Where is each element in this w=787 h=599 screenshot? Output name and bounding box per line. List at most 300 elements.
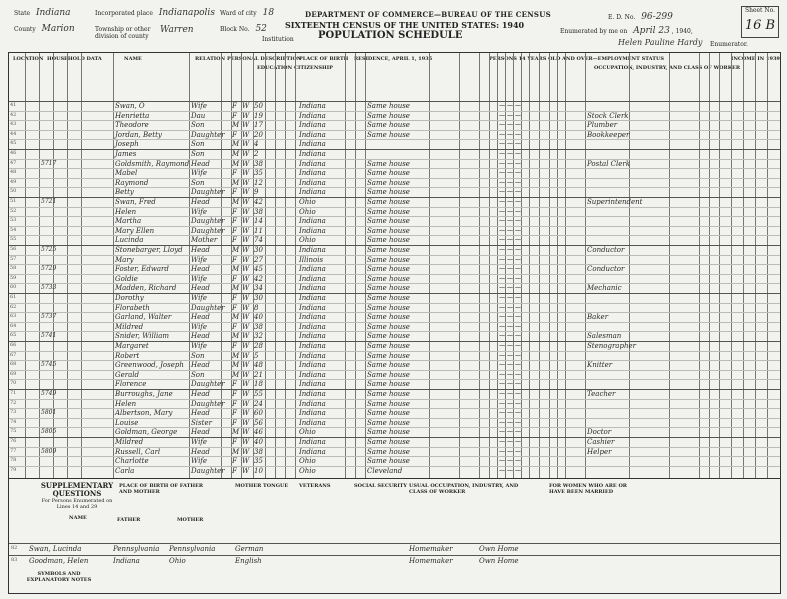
cell-name: Russell, Carl xyxy=(115,447,161,456)
state-field xyxy=(14,10,71,17)
status-mark: — xyxy=(499,255,505,263)
cell-residence: Same house xyxy=(367,294,410,302)
status-mark: — xyxy=(499,332,505,340)
cell-line: 71 xyxy=(10,390,17,396)
cell-residence: Same house xyxy=(367,380,410,389)
sup-cell-tongue: German xyxy=(235,545,264,553)
cell-line: 53 xyxy=(10,217,17,224)
cell-occupation: Bookkeeper xyxy=(587,130,630,139)
grid-column-line xyxy=(345,53,346,478)
cell-residence: Cleveland xyxy=(367,466,403,475)
cell-line: 75 xyxy=(10,428,17,435)
cell-birth: Indiana xyxy=(299,399,326,408)
status-mark: — xyxy=(507,207,513,215)
cell-line: 56 xyxy=(10,246,17,252)
cell-relation: Head xyxy=(191,313,210,322)
status-mark: — xyxy=(507,466,513,474)
cell-sex: F xyxy=(232,322,237,331)
cell-birth: Indiana xyxy=(299,313,326,322)
cell-name: Betty xyxy=(115,188,134,197)
status-mark: — xyxy=(499,409,505,417)
cell-relation: Sister xyxy=(191,418,212,427)
col-birth: PLACE OF BIRTH xyxy=(299,56,349,62)
cell-sex: F xyxy=(232,438,237,446)
cell-age: 74 xyxy=(254,236,263,245)
cell-relation: Daughter xyxy=(191,399,225,408)
cell-age: 30 xyxy=(254,294,263,302)
cell-house: 5749 xyxy=(41,390,57,397)
sup-row-line xyxy=(9,555,780,556)
status-mark: — xyxy=(499,217,505,225)
cell-birth: Indiana xyxy=(299,380,326,389)
status-mark: — xyxy=(499,370,505,378)
status-mark: — xyxy=(499,130,505,138)
grid-column-line xyxy=(355,53,356,478)
cell-residence: Same house xyxy=(367,428,410,437)
status-mark: — xyxy=(507,457,513,465)
status-mark: — xyxy=(507,130,513,138)
cell-sex: F xyxy=(232,342,237,350)
cell-age: 48 xyxy=(254,361,263,370)
cell-race: W xyxy=(242,284,250,293)
status-mark: — xyxy=(499,457,505,465)
cell-sex: M xyxy=(232,313,240,322)
status-mark: — xyxy=(515,428,521,436)
cell-residence: Same house xyxy=(367,409,410,418)
cell-sex: F xyxy=(232,274,237,283)
cell-birth: Indiana xyxy=(299,351,326,360)
col-education: EDUCATION xyxy=(257,65,293,71)
cell-line: 64 xyxy=(10,322,17,329)
cell-birth: Ohio xyxy=(299,428,316,437)
cell-residence: Same house xyxy=(367,255,410,264)
cell-age: 20 xyxy=(254,130,263,139)
cell-line: 63 xyxy=(10,313,17,320)
status-mark: — xyxy=(499,428,505,436)
cell-age: 40 xyxy=(254,438,263,446)
cell-occupation: Helper xyxy=(587,447,612,456)
cell-residence: Same house xyxy=(367,130,410,139)
cell-age: 14 xyxy=(254,217,263,226)
cell-birth: Indiana xyxy=(299,121,326,130)
col-citizenship: CITIZENSHIP xyxy=(294,65,333,71)
grid-column-line xyxy=(67,53,68,478)
cell-name: Florence xyxy=(115,380,147,389)
cell-age: 8 xyxy=(254,303,259,312)
township-label: Township or other division of county xyxy=(95,26,151,40)
cell-relation: Head xyxy=(191,447,210,456)
status-mark: — xyxy=(499,438,505,445)
cell-name: Charlotte xyxy=(115,457,149,466)
status-mark: — xyxy=(507,198,513,205)
cell-name: Stonebarger, Lloyd xyxy=(115,246,183,254)
cell-name: Helen xyxy=(115,207,137,216)
enumerated-label: Enumerated by me on xyxy=(560,28,628,35)
cell-sex: M xyxy=(232,121,240,130)
cell-line: 70 xyxy=(10,380,17,387)
status-mark: — xyxy=(515,178,521,186)
cell-occupation: Conductor xyxy=(587,265,625,274)
institution-label: Institution xyxy=(262,36,294,43)
grid-column-line xyxy=(113,53,114,478)
status-mark: — xyxy=(507,447,513,455)
status-mark: — xyxy=(515,294,521,301)
cell-residence: Same house xyxy=(367,284,410,293)
cell-relation: Head xyxy=(191,409,210,418)
cell-birth: Indiana xyxy=(299,303,326,312)
cell-relation: Mother xyxy=(191,236,218,245)
cell-relation: Head xyxy=(191,332,210,341)
status-mark: — xyxy=(507,236,513,244)
status-mark: — xyxy=(507,322,513,330)
grid-column-line xyxy=(565,53,566,478)
cell-birth: Indiana xyxy=(299,332,326,341)
status-mark: — xyxy=(507,265,513,273)
cell-race: W xyxy=(242,313,250,322)
cell-relation: Daughter xyxy=(191,188,225,197)
cell-birth: Ohio xyxy=(299,198,316,206)
census-grid xyxy=(8,52,781,479)
cell-age: 40 xyxy=(254,313,263,322)
sheet-value: 16 B xyxy=(744,18,776,33)
cell-birth: Indiana xyxy=(299,438,326,446)
cell-race: W xyxy=(242,390,250,398)
cell-name: Mildred xyxy=(115,322,144,331)
cell-residence: Same house xyxy=(367,322,410,331)
grid-column-line xyxy=(81,53,82,478)
cell-race: W xyxy=(242,111,250,120)
sup-footer-label: SYMBOLS AND EXPLANATORY NOTES xyxy=(26,571,92,583)
sup-row-line xyxy=(9,543,780,544)
cell-race: W xyxy=(242,102,250,110)
status-mark: — xyxy=(507,178,513,186)
census-title: SIXTEENTH CENSUS OF THE UNITED STATES: 1940 xyxy=(285,20,525,30)
cell-birth: Indiana xyxy=(299,188,326,197)
cell-sex: M xyxy=(232,332,240,341)
status-mark: — xyxy=(507,102,513,109)
cell-relation: Daughter xyxy=(191,466,225,475)
status-mark: — xyxy=(499,390,505,397)
status-mark: — xyxy=(515,351,521,359)
status-mark: — xyxy=(515,361,521,369)
cell-line: 77 xyxy=(10,447,17,454)
sup-col-name: NAME xyxy=(69,515,87,521)
cell-name: Robert xyxy=(115,351,140,360)
block-label: Block No. xyxy=(220,26,250,33)
cell-race: W xyxy=(242,130,250,139)
cell-line: 65 xyxy=(10,332,17,339)
sup-cell-father: Indiana xyxy=(113,557,140,565)
status-mark: — xyxy=(515,111,521,119)
cell-age: 60 xyxy=(254,409,263,418)
cell-sex: F xyxy=(232,294,237,302)
status-mark: — xyxy=(515,409,521,417)
cell-relation: Wife xyxy=(191,102,208,110)
status-mark: — xyxy=(499,236,505,244)
cell-residence: Same house xyxy=(367,351,410,360)
cell-sex: F xyxy=(232,130,237,139)
cell-relation: Daughter xyxy=(191,130,225,139)
status-mark: — xyxy=(515,274,521,282)
cell-race: W xyxy=(242,332,250,341)
cell-sex: F xyxy=(232,303,237,312)
cell-age: 56 xyxy=(254,418,263,427)
cell-occupation: Knitter xyxy=(587,361,613,370)
grid-column-line xyxy=(755,53,756,478)
status-mark: — xyxy=(507,332,513,340)
sheet-number-box xyxy=(741,6,779,38)
year-suffix: , 1940, xyxy=(671,28,693,35)
cell-line: 51 xyxy=(10,198,17,204)
cell-age: 35 xyxy=(254,457,263,466)
cell-age: 28 xyxy=(254,342,263,350)
cell-line: 44 xyxy=(10,130,17,137)
grid-column-line xyxy=(513,53,514,478)
status-mark: — xyxy=(499,361,505,369)
cell-residence: Same house xyxy=(367,303,410,312)
status-mark: — xyxy=(515,466,521,474)
sup-col-birthplace: PLACE OF BIRTH OF FATHER AND MOTHER xyxy=(119,483,204,495)
supplementary-subtitle: For Persons Enumerated on Lines 14 and 29 xyxy=(41,498,113,510)
cell-relation: Head xyxy=(191,198,210,206)
ed-field xyxy=(608,14,673,21)
cell-birth: Ohio xyxy=(299,236,316,245)
cell-birth: Indiana xyxy=(299,226,326,235)
cell-name: Burroughs, Jane xyxy=(115,390,173,398)
cell-sex: F xyxy=(232,399,237,408)
cell-relation: Head xyxy=(191,159,210,168)
cell-age: 50 xyxy=(254,102,263,110)
grid-column-line xyxy=(479,53,480,478)
cell-age: 45 xyxy=(254,265,263,274)
cell-birth: Indiana xyxy=(299,130,326,139)
cell-name: Mabel xyxy=(115,169,138,178)
grid-column-line xyxy=(529,53,530,478)
cell-relation: Son xyxy=(191,121,205,130)
cell-birth: Indiana xyxy=(299,102,326,110)
cell-relation: Wife xyxy=(191,294,208,302)
sup-cell-occupation: Homemaker xyxy=(409,545,453,553)
status-mark: — xyxy=(499,150,505,157)
sup-cell-father: Pennsylvania xyxy=(113,545,160,553)
cell-residence: Same house xyxy=(367,438,410,446)
cell-age: 38 xyxy=(254,447,263,456)
cell-birth: Indiana xyxy=(299,418,326,427)
supplementary-section xyxy=(8,478,781,594)
cell-line: 76 xyxy=(10,438,17,444)
status-mark: — xyxy=(499,102,505,109)
cell-race: W xyxy=(242,303,250,312)
township-value: Warren xyxy=(160,25,194,35)
county-label: County xyxy=(14,26,36,33)
place-value: Indianapolis xyxy=(158,8,215,18)
cell-sex: M xyxy=(232,351,240,360)
cell-race: W xyxy=(242,198,250,206)
sup-cell-mother: Pennsylvania xyxy=(169,545,216,553)
cell-race: W xyxy=(242,188,250,197)
status-mark: — xyxy=(507,399,513,407)
cell-age: 18 xyxy=(254,380,263,389)
status-mark: — xyxy=(499,198,505,205)
status-mark: — xyxy=(499,140,505,148)
cell-sex: F xyxy=(232,457,237,466)
cell-residence: Same house xyxy=(367,169,410,178)
cell-birth: Ohio xyxy=(299,457,316,466)
status-mark: — xyxy=(507,274,513,282)
cell-name: Madden, Richard xyxy=(115,284,177,293)
cell-race: W xyxy=(242,294,250,302)
cell-name: Jordan, Betty xyxy=(115,130,162,139)
cell-race: W xyxy=(242,265,250,274)
cell-relation: Daughter xyxy=(191,226,225,235)
cell-line: 43 xyxy=(10,121,17,128)
cell-birth: Indiana xyxy=(299,140,326,149)
status-mark: — xyxy=(499,466,505,474)
cell-name: Lucinda xyxy=(115,236,144,245)
status-mark: — xyxy=(515,390,521,397)
status-mark: — xyxy=(507,313,513,321)
status-mark: — xyxy=(515,255,521,263)
cell-name: James xyxy=(115,150,137,158)
status-mark: — xyxy=(499,342,505,349)
cell-line: 46 xyxy=(10,150,17,156)
sup-cell-tongue: English xyxy=(235,557,262,565)
cell-birth: Indiana xyxy=(299,150,326,158)
enumerator-name: Helen Pauline Hardy xyxy=(618,38,703,47)
cell-relation: Wife xyxy=(191,342,208,350)
cell-line: 58 xyxy=(10,265,17,272)
cell-race: W xyxy=(242,351,250,360)
cell-residence: Same house xyxy=(367,265,410,274)
cell-birth: Indiana xyxy=(299,284,326,293)
sup-mother-label: MOTHER xyxy=(177,517,204,523)
status-mark: — xyxy=(507,159,513,167)
cell-relation: Head xyxy=(191,390,210,398)
cell-name: Gerald xyxy=(115,370,139,379)
cell-name: Carla xyxy=(115,466,135,475)
grid-column-line xyxy=(549,53,550,478)
cell-age: 38 xyxy=(254,207,263,216)
grid-column-line xyxy=(295,53,296,478)
cell-line: 45 xyxy=(10,140,17,147)
state-value: Indiana xyxy=(35,8,71,18)
status-mark: — xyxy=(507,111,513,119)
cell-occupation: Teacher xyxy=(587,390,616,398)
cell-birth: Indiana xyxy=(299,294,326,302)
grid-column-line xyxy=(629,53,630,478)
grid-column-line xyxy=(365,53,366,478)
sup-cell-line: 83 xyxy=(11,557,18,563)
cell-birth: Illinois xyxy=(299,255,324,264)
grid-column-line xyxy=(275,53,276,478)
county-field xyxy=(14,26,75,33)
status-mark: — xyxy=(507,303,513,311)
cell-birth: Indiana xyxy=(299,178,326,187)
status-mark: — xyxy=(507,380,513,388)
sup-col-social-security: SOCIAL SECURITY xyxy=(354,483,407,489)
col-income: INCOME IN 1939 xyxy=(731,56,780,62)
status-mark: — xyxy=(515,159,521,167)
cell-line: 59 xyxy=(10,274,17,281)
cell-occupation: Superintendent xyxy=(587,198,643,206)
status-mark: — xyxy=(515,313,521,321)
cell-sex: F xyxy=(232,217,237,226)
cell-age: 9 xyxy=(254,188,259,197)
cell-relation: Wife xyxy=(191,438,208,446)
cell-house: 5745 xyxy=(41,361,57,369)
cell-birth: Indiana xyxy=(299,361,326,370)
status-mark: — xyxy=(507,150,513,157)
status-mark: — xyxy=(507,255,513,263)
column-headers xyxy=(9,53,780,102)
cell-occupation: Cashier xyxy=(587,438,615,446)
cell-sex: F xyxy=(232,409,237,418)
grid-column-line xyxy=(557,53,558,478)
cell-sex: F xyxy=(232,102,237,110)
cell-birth: Indiana xyxy=(299,409,326,418)
cell-name: Margaret xyxy=(115,342,149,350)
place-field xyxy=(95,10,215,17)
cell-line: 67 xyxy=(10,351,17,358)
cell-age: 38 xyxy=(254,159,263,168)
ward-value: 18 xyxy=(262,8,275,18)
cell-residence: Same house xyxy=(367,313,410,322)
grid-column-line xyxy=(699,53,700,478)
cell-age: 17 xyxy=(254,121,263,130)
status-mark: — xyxy=(499,111,505,119)
status-mark: — xyxy=(507,121,513,129)
block-value: 52 xyxy=(255,24,267,34)
cell-sex: M xyxy=(232,140,240,149)
cell-sex: F xyxy=(232,226,237,235)
cell-age: 42 xyxy=(254,274,263,283)
status-mark: — xyxy=(507,361,513,369)
grid-column-line xyxy=(429,53,430,478)
cell-relation: Wife xyxy=(191,322,208,331)
cell-residence: Same house xyxy=(367,332,410,341)
cell-race: W xyxy=(242,274,250,283)
status-mark: — xyxy=(515,236,521,244)
enumerated-date: April 23 xyxy=(633,26,670,36)
cell-name: Goldie xyxy=(115,274,138,283)
cell-age: 24 xyxy=(254,399,263,408)
sup-col-usual-occupation: USUAL OCCUPATION, INDUSTRY, AND CLASS OF WORKER xyxy=(409,483,519,495)
cell-house: 5725 xyxy=(41,246,57,253)
cell-age: 27 xyxy=(254,255,263,264)
cell-birth: Indiana xyxy=(299,370,326,379)
place-label: Incorporated place xyxy=(95,10,153,17)
cell-line: 57 xyxy=(10,255,17,262)
cell-sex: M xyxy=(232,178,240,187)
cell-age: 35 xyxy=(254,169,263,178)
cell-birth: Indiana xyxy=(299,169,326,178)
status-mark: — xyxy=(499,322,505,330)
cell-name: Dorothy xyxy=(115,294,144,302)
enumerated-field xyxy=(560,28,693,35)
sup-cell-line: 82 xyxy=(11,545,18,551)
grid-column-line xyxy=(39,53,40,478)
cell-birth: Indiana xyxy=(299,322,326,331)
cell-line: 48 xyxy=(10,169,17,176)
cell-name: Swan, Fred xyxy=(115,198,156,206)
grid-column-line xyxy=(767,53,768,478)
cell-race: W xyxy=(242,438,250,446)
cell-relation: Head xyxy=(191,246,210,254)
cell-birth: Indiana xyxy=(299,265,326,274)
enumerator-label: Enumerator. xyxy=(710,41,748,48)
cell-birth: Indiana xyxy=(299,111,326,120)
cell-relation: Head xyxy=(191,265,210,274)
